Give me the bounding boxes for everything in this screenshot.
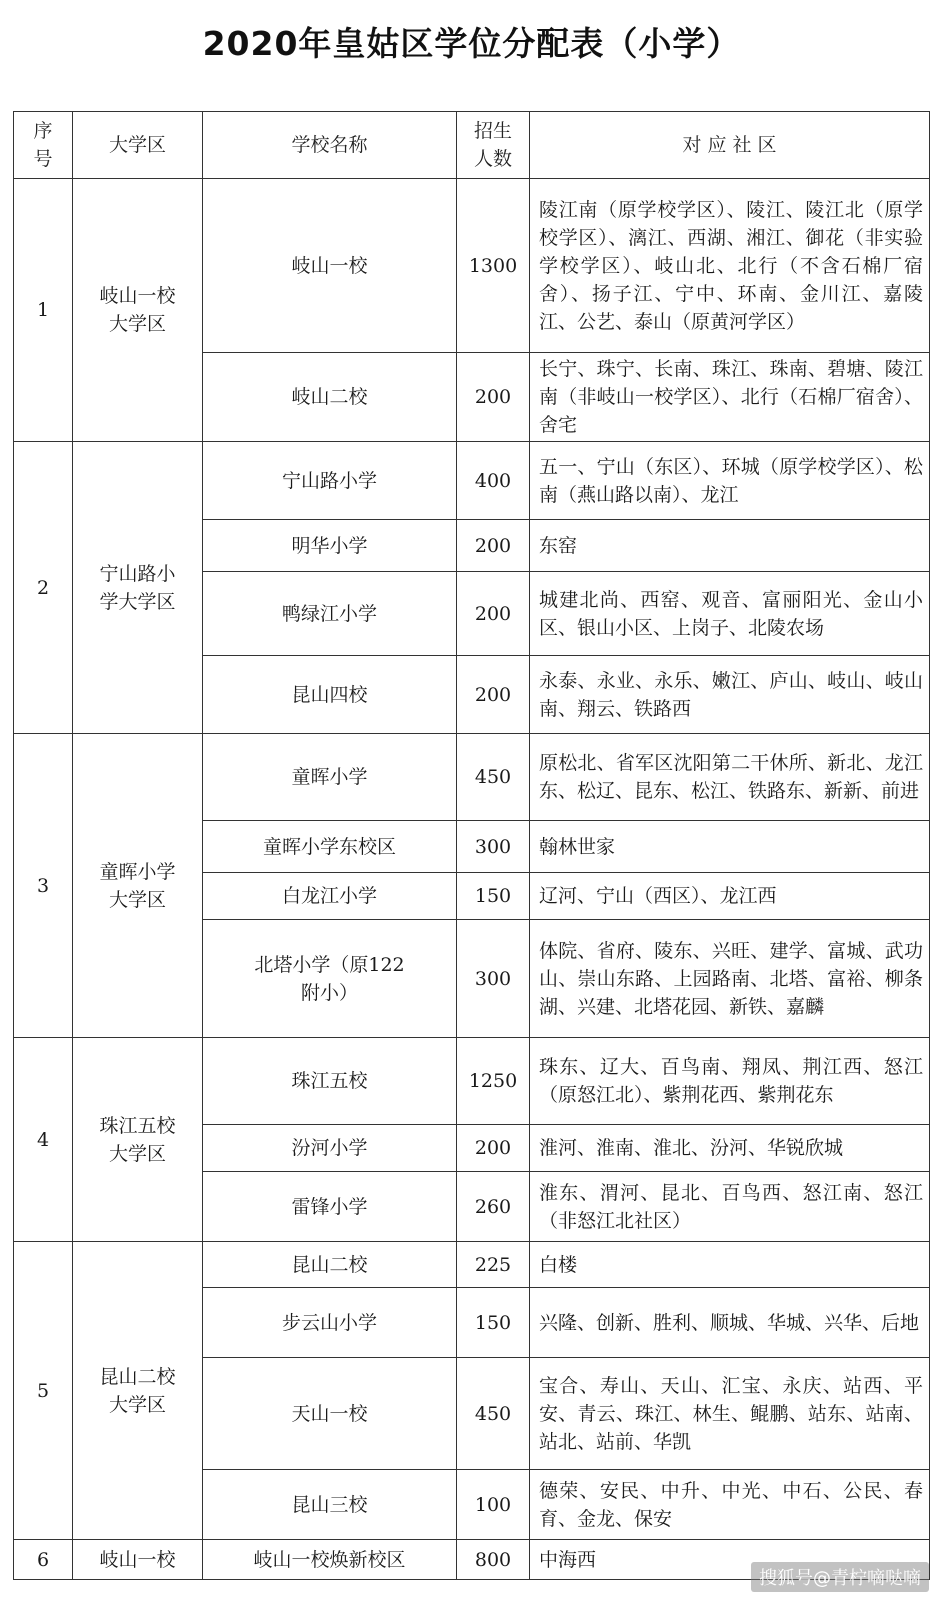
community-cell: 德荣、安民、中升、中光、中石、公民、春育、金龙、保安 — [530, 1470, 930, 1540]
school-name-cell: 白龙江小学 — [203, 873, 457, 920]
page-title: 2020年皇姑区学位分配表（小学） — [202, 24, 741, 63]
school-name-cell: 雷锋小学 — [203, 1172, 457, 1242]
table-row — [14, 1038, 930, 1125]
school-name-cell: 宁山路小学 — [203, 442, 457, 520]
school-name-cell: 珠江五校 — [203, 1038, 457, 1125]
community-cell: 翰林世家 — [530, 821, 930, 873]
header-row — [14, 112, 930, 179]
table-row — [14, 1242, 930, 1288]
enroll-cell: 200 — [457, 656, 530, 734]
watermark: 搜狐号@青柠嘀哒嘀 — [751, 1562, 929, 1592]
community-cell: 中海西 — [530, 1540, 930, 1580]
district-cell: 珠江五校大学区 — [73, 1038, 203, 1242]
table-row — [14, 442, 930, 520]
table-body — [14, 179, 930, 1580]
community-cell: 原松北、省军区沈阳第二干休所、新北、龙江东、松辽、昆东、松江、铁路东、新新、前进 — [530, 734, 930, 821]
seq-cell: 2 — [14, 442, 73, 734]
enroll-cell: 150 — [457, 1288, 530, 1358]
district-cell: 童晖小学大学区 — [73, 734, 203, 1038]
seq-cell: 4 — [14, 1038, 73, 1242]
community-cell: 辽河、宁山（西区）、龙江西 — [530, 873, 930, 920]
enroll-cell: 150 — [457, 873, 530, 920]
enroll-cell: 200 — [457, 572, 530, 656]
enroll-cell: 225 — [457, 1242, 530, 1288]
enroll-cell: 800 — [457, 1540, 530, 1580]
community-cell: 淮东、渭河、昆北、百鸟西、怒江南、怒江（非怒江北社区） — [530, 1172, 930, 1242]
school-name-cell: 童晖小学东校区 — [203, 821, 457, 873]
district-cell: 岐山一校大学区 — [73, 179, 203, 442]
seq-cell: 3 — [14, 734, 73, 1038]
enroll-cell: 200 — [457, 353, 530, 442]
header-school: 学校名称 — [203, 112, 457, 179]
enroll-cell: 100 — [457, 1470, 530, 1540]
enroll-cell: 450 — [457, 1358, 530, 1470]
school-name-cell: 岐山一校 — [203, 179, 457, 353]
header-seq: 序号 — [14, 112, 73, 179]
community-cell: 长宁、珠宁、长南、珠江、珠南、碧塘、陵江南（非岐山一校学区）、北行（石棉厂宿舍）、舍宅 — [530, 353, 930, 442]
community-cell: 体院、省府、陵东、兴旺、建学、富城、武功山、崇山东路、上园路南、北塔、富裕、柳条湖、兴建、北塔花园、新铁、嘉麟 — [530, 920, 930, 1038]
school-name-cell: 天山一校 — [203, 1358, 457, 1470]
community-cell: 陵江南（原学校学区）、陵江、陵江北（原学校学区）、漓江、西湖、湘江、御花（非实验学校学区）、岐山北、北行（不含石棉厂宿舍）、扬子江、宁中、环南、金川江、嘉陵江、公艺、泰山（原黄河学区） — [530, 179, 930, 353]
district-cell: 岐山一校 — [73, 1540, 203, 1580]
enroll-cell: 1250 — [457, 1038, 530, 1125]
community-cell: 五一、宁山（东区）、环城（原学校学区）、松南（燕山路以南）、龙江 — [530, 442, 930, 520]
allocation-table — [13, 111, 930, 1580]
community-cell: 兴隆、创新、胜利、顺城、华城、兴华、后地 — [530, 1288, 930, 1358]
community-cell: 城建北尚、西窑、观音、富丽阳光、金山小区、银山小区、上岗子、北陵农场 — [530, 572, 930, 656]
seq-cell: 1 — [14, 179, 73, 442]
community-cell: 东窑 — [530, 520, 930, 572]
district-cell: 宁山路小学大学区 — [73, 442, 203, 734]
school-name-cell: 昆山四校 — [203, 656, 457, 734]
school-name-cell: 步云山小学 — [203, 1288, 457, 1358]
header-community: 对 应 社 区 — [530, 112, 930, 179]
school-name-cell: 明华小学 — [203, 520, 457, 572]
enroll-cell: 300 — [457, 821, 530, 873]
enroll-cell: 260 — [457, 1172, 530, 1242]
header-district: 大学区 — [73, 112, 203, 179]
table-row — [14, 734, 930, 821]
community-cell: 淮河、淮南、淮北、汾河、华锐欣城 — [530, 1125, 930, 1172]
seq-cell: 5 — [14, 1242, 73, 1540]
community-cell: 永泰、永业、永乐、嫩江、庐山、岐山、岐山南、翔云、铁路西 — [530, 656, 930, 734]
school-name-cell: 岐山一校焕新校区 — [203, 1540, 457, 1580]
school-name-cell: 北塔小学（原122附小） — [203, 920, 457, 1038]
enroll-cell: 450 — [457, 734, 530, 821]
community-cell: 白楼 — [530, 1242, 930, 1288]
enroll-cell: 1300 — [457, 179, 530, 353]
school-name-cell: 童晖小学 — [203, 734, 457, 821]
school-name-cell: 鸭绿江小学 — [203, 572, 457, 656]
table-row — [14, 179, 930, 353]
school-name-cell: 汾河小学 — [203, 1125, 457, 1172]
enroll-cell: 400 — [457, 442, 530, 520]
community-cell: 宝合、寿山、天山、汇宝、永庆、站西、平安、青云、珠江、林生、鲲鹏、站东、站南、站北、站前、华凯 — [530, 1358, 930, 1470]
school-name-cell: 岐山二校 — [203, 353, 457, 442]
community-cell: 珠东、辽大、百鸟南、翔凤、荆江西、怒江（原怒江北）、紫荆花西、紫荆花东 — [530, 1038, 930, 1125]
school-name-cell: 昆山二校 — [203, 1242, 457, 1288]
header-enroll: 招生人数 — [457, 112, 530, 179]
enroll-cell: 300 — [457, 920, 530, 1038]
enroll-cell: 200 — [457, 1125, 530, 1172]
enroll-cell: 200 — [457, 520, 530, 572]
school-name-cell: 昆山三校 — [203, 1470, 457, 1540]
district-cell: 昆山二校大学区 — [73, 1242, 203, 1540]
seq-cell: 6 — [14, 1540, 73, 1580]
